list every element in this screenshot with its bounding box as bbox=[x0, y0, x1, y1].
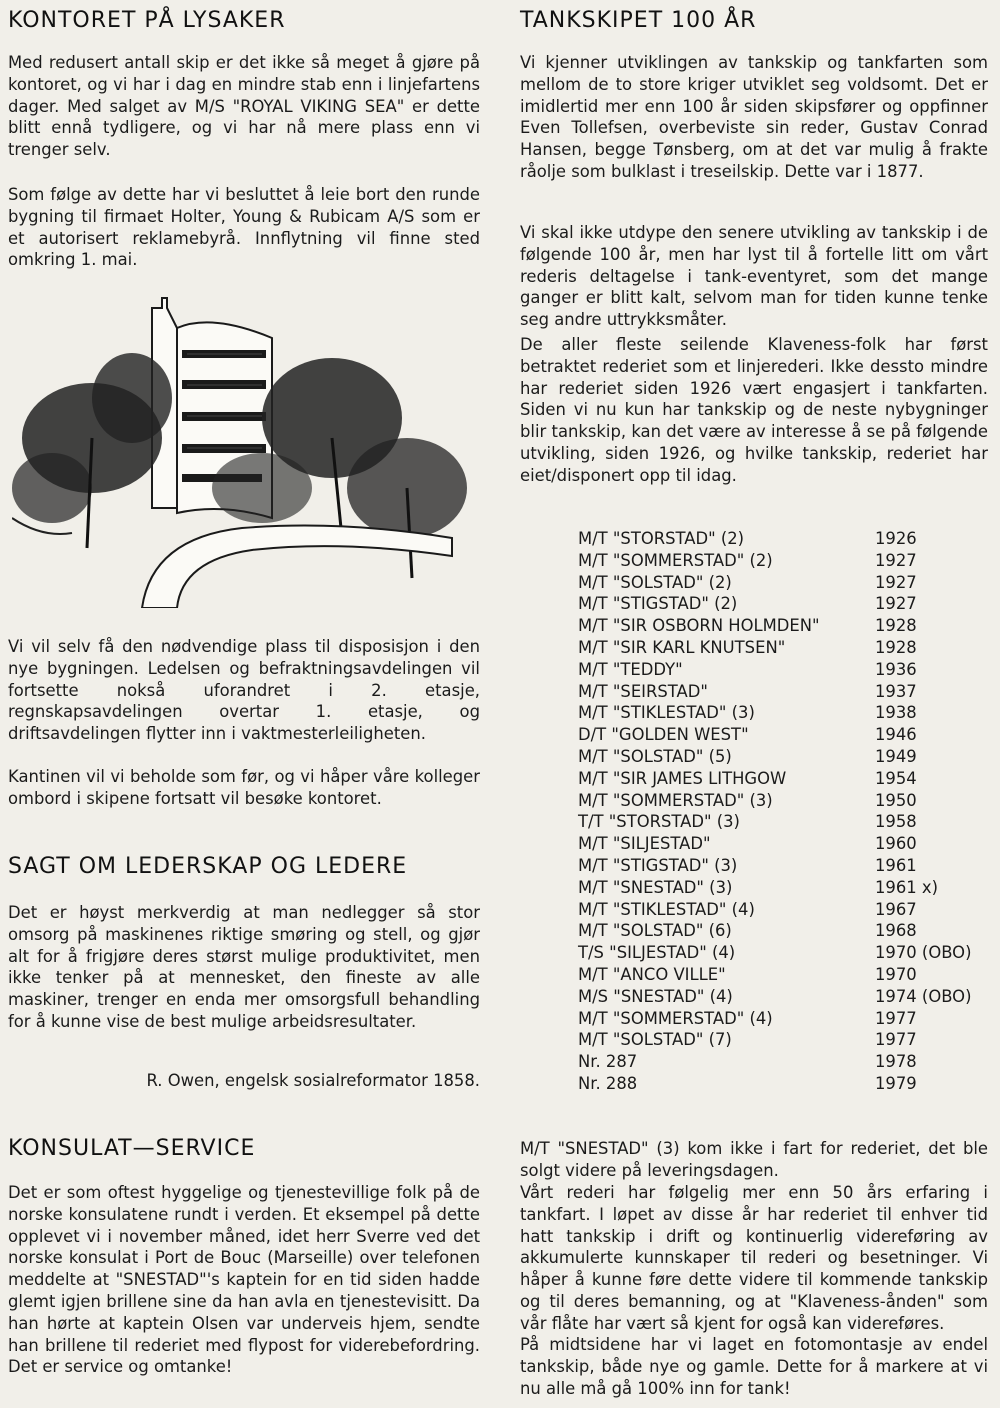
ship-row bbox=[578, 724, 971, 746]
building-sketch-icon bbox=[12, 288, 480, 608]
ship-year: 1936 bbox=[875, 659, 917, 679]
ship-year: 1928 bbox=[875, 637, 917, 657]
ship-name: M/T "SOLSTAD" (6) bbox=[578, 921, 732, 941]
ship-name: M/T "SEIRSTAD" bbox=[578, 681, 708, 701]
ship-row bbox=[578, 615, 971, 637]
lederskap-signature: R. Owen, engelsk sosialreformator 1858. bbox=[146, 1071, 480, 1090]
ship-year: 1927 bbox=[875, 572, 917, 592]
ship-row bbox=[578, 899, 971, 921]
ship-year: 1970 bbox=[875, 964, 917, 984]
ship-row bbox=[578, 877, 971, 899]
ship-year: 1968 bbox=[875, 921, 917, 941]
ship-row bbox=[578, 986, 971, 1008]
ship-row bbox=[578, 637, 971, 659]
ship-year: 1954 bbox=[875, 768, 917, 788]
ship-year: 1958 bbox=[875, 812, 917, 832]
ship-year: 1978 bbox=[875, 1052, 917, 1072]
ship-year: 1977 bbox=[875, 1008, 917, 1028]
ship-year: 1928 bbox=[875, 616, 917, 636]
ship-year: 1946 bbox=[875, 725, 917, 745]
ship-name: M/T "SILJESTAD" bbox=[578, 834, 711, 854]
ship-row bbox=[578, 855, 971, 877]
ship-name: M/T "SOLSTAD" (2) bbox=[578, 572, 732, 592]
tankskipet-paragraph-5: Vårt rederi har følgelig mer enn 50 års erfaring i tankfart. I løpet av disse år har rederiet til enhver tid hatt tankskip i drift og kontinuerlig videreføring av akkumulerte kunnskaper til rederi og besetninger. Vi håper å kunne føre dette videre til kommende tankskip og til deres bemanning, og at "Klaveness-ånden" som vår flåte har vært så kjent for også kan videreføres. bbox=[520, 1183, 988, 1333]
ship-name: M/T "SIR OSBORN HOLMDEN" bbox=[578, 616, 820, 636]
ship-year: 1927 bbox=[875, 594, 917, 614]
kontoret-paragraph-1: Med redusert antall skip er det ikke så meget å gjøre på kontoret, og vi har i dag en mindre stab enn i linjefartens dager. Med salget av M/S "ROYAL VIKING SEA" er dette blitt ennå tydligere, og vi har nå mere plass enn vi trenger selv. bbox=[8, 53, 480, 160]
ship-row bbox=[578, 790, 971, 812]
tankskipet-heading: TANKSKIPET 100 ÅR bbox=[520, 8, 757, 33]
ship-year: 1960 bbox=[875, 834, 917, 854]
ship-row bbox=[578, 768, 971, 790]
ship-name: M/T "SOMMERSTAD" (4) bbox=[578, 1008, 773, 1028]
ship-row bbox=[578, 920, 971, 942]
ship-name: M/T "TEDDY" bbox=[578, 659, 683, 679]
ship-year: 1979 bbox=[875, 1073, 917, 1093]
lederskap-heading: SAGT OM LEDERSKAP OG LEDERE bbox=[8, 854, 408, 879]
kontoret-paragraph-4: Kantinen vil vi beholde som før, og vi håper våre kolleger ombord i skipene fortsatt vil besøke kontoret. bbox=[8, 767, 480, 808]
ship-row bbox=[578, 528, 971, 550]
ship-row bbox=[578, 746, 971, 768]
ship-row bbox=[578, 593, 971, 615]
ship-row bbox=[578, 702, 971, 724]
lederskap-quote: Det er høyst merkverdig at man nedlegger så stor omsorg på maskinenes riktige smøring og stell, og gjør alt for å frigjøre deres størst mulige produktivitet, men ikke tenker på at mennesket, den fineste av alle maskiner, trenger en enda mer omsorgsfull behandling for å kunne vise de best mulige arbeidsresultater. bbox=[8, 903, 480, 1031]
ship-year: 1950 bbox=[875, 790, 917, 810]
ship-year: 1926 bbox=[875, 529, 917, 548]
ship-name: M/S "SNESTAD" (4) bbox=[578, 986, 733, 1006]
tankskipet-paragraph-6: På midtsidene har vi laget en fotomontasje av endel tankskip, både nye og gamle. Dette for å markere at vi nu alle må gå 100% inn for tank! bbox=[520, 1335, 988, 1398]
ship-row bbox=[578, 1051, 971, 1073]
ship-year: 1938 bbox=[875, 703, 917, 723]
ship-name: M/T "SOMMERSTAD" (3) bbox=[578, 790, 773, 810]
ship-name: T/T "STORSTAD" (3) bbox=[578, 812, 740, 832]
ship-name: M/T "SIR KARL KNUTSEN" bbox=[578, 637, 786, 657]
ship-row bbox=[578, 572, 971, 594]
tanker-fleet-table bbox=[578, 528, 971, 1095]
ship-year: 1937 bbox=[875, 681, 917, 701]
ship-name: Nr. 287 bbox=[578, 1052, 638, 1072]
ship-row bbox=[578, 1073, 971, 1095]
kontoret-heading: KONTORET PÅ LYSAKER bbox=[8, 8, 286, 33]
ship-year: 1967 bbox=[875, 899, 917, 919]
ship-row bbox=[578, 681, 971, 703]
tankskipet-paragraph-4: M/T "SNESTAD" (3) kom ikke i fart for rederiet, det ble solgt videre på leveringsdagen. bbox=[520, 1139, 988, 1180]
konsulat-heading: KONSULAT—SERVICE bbox=[8, 1136, 256, 1161]
ship-year: 1977 bbox=[875, 1030, 917, 1050]
ship-row bbox=[578, 1008, 971, 1030]
ship-name: M/T "STIKLESTAD" (3) bbox=[578, 703, 755, 723]
tankskipet-paragraph-2: Vi skal ikke utdype den senere utvikling av tankskip i de følgende 100 år, men har lyst til å fortelle litt om vårt rederis deltagelse i tank-eventyret, som det mange ganger er blitt kalt, selvom man for tiden kunne tenke seg andre uttrykksmåter. bbox=[520, 223, 988, 330]
tankskipet-paragraph-3: De aller fleste seilende Klaveness-folk har først betraktet rederiet som et linjerederi. Ikke dessto mindre har rederiet siden 1926 vært engasjert i tankfarten. Siden vi nu kun har tankskip og de neste nybygninger blir tankskip, kan det være av interesse å se på følgende utvikling, siden 1926, og hvilke tankskip, rederiet har eiet/disponert opp til idag. bbox=[520, 335, 988, 485]
ship-name: Nr. 288 bbox=[578, 1073, 638, 1093]
ship-year: 1974 (OBO) bbox=[875, 986, 972, 1006]
kontoret-paragraph-2: Som følge av dette har vi besluttet å leie bort den runde bygning til firmaet Holter, Young & Rubicam A/S som er et autorisert reklamebyrå. Innflytning vil finne sted omkring 1. mai. bbox=[8, 185, 480, 270]
ship-name: M/T "STIKLESTAD" (4) bbox=[578, 899, 755, 919]
ship-year: 1961 x) bbox=[875, 877, 939, 897]
ship-name: M/T "STIGSTAD" (3) bbox=[578, 855, 738, 875]
ship-name: M/T "ANCO VILLE" bbox=[578, 964, 726, 984]
ship-name: M/T "SOLSTAD" (7) bbox=[578, 1030, 732, 1050]
ship-row bbox=[578, 550, 971, 572]
ship-name: M/T "SIR JAMES LITHGOW bbox=[578, 768, 787, 788]
ship-year: 1927 bbox=[875, 550, 917, 570]
ship-name: M/T "SNESTAD" (3) bbox=[578, 877, 733, 897]
ship-year: 1961 bbox=[875, 855, 917, 875]
ship-name: T/S "SILJESTAD" (4) bbox=[578, 943, 736, 963]
ship-row bbox=[578, 942, 971, 964]
ship-year: 1970 (OBO) bbox=[875, 943, 972, 963]
konsulat-paragraph: Det er som oftest hyggelige og tjenestevillige folk på de norske konsulatene rundt i verden. Et eksempel på dette opplevet vi i november måned, idet herr Sverre ved det norske konsulat i Port de Bouc (Marseille) over telefonen meddelte at "SNESTAD"'s kaptein for en tid siden hadde glemt igjen brillene sine da han avla en tjenestevisitt. Da han hørte at kaptein Olsen var underveis hjem, sendte han brillene til rederiet med flypost for viderebefordring. Det er service og omtanke! bbox=[8, 1183, 480, 1377]
ship-row bbox=[578, 1029, 971, 1051]
ship-row bbox=[578, 659, 971, 681]
ship-row bbox=[578, 811, 971, 833]
ship-name: M/T "SOLSTAD" (5) bbox=[578, 746, 732, 766]
ship-name: D/T "GOLDEN WEST" bbox=[578, 725, 749, 745]
tankskipet-paragraph-1: Vi kjenner utviklingen av tankskip og tankfarten som mellom de to store kriger utviklet seg voldsomt. Det er imidlertid mer enn 100 år siden skipsfører og oppfinner Even Tollefsen, overbeviste sin reder, Gustav Conrad Hansen, begge Tønsberg, om at det var mulig å frakte råolje som bulklast i treseilskip. Dette var i 1877. bbox=[520, 53, 988, 181]
ship-row bbox=[578, 833, 971, 855]
ship-year: 1949 bbox=[875, 746, 917, 766]
kontoret-paragraph-3: Vi vil selv få den nødvendige plass til disposisjon i den nye bygningen. Ledelsen og befraktningsavdelingen vil fortsette nokså uforandret i 2. etasje, regnskapsavdelingen overtar 1. etasje, og driftsavdelingen flytter inn i vaktmesterleiligheten. bbox=[8, 637, 480, 744]
ship-name: M/T "STORSTAD" (2) bbox=[578, 529, 745, 548]
ship-name: M/T "STIGSTAD" (2) bbox=[578, 594, 738, 614]
ship-row bbox=[578, 964, 971, 986]
ship-name: M/T "SOMMERSTAD" (2) bbox=[578, 550, 773, 570]
